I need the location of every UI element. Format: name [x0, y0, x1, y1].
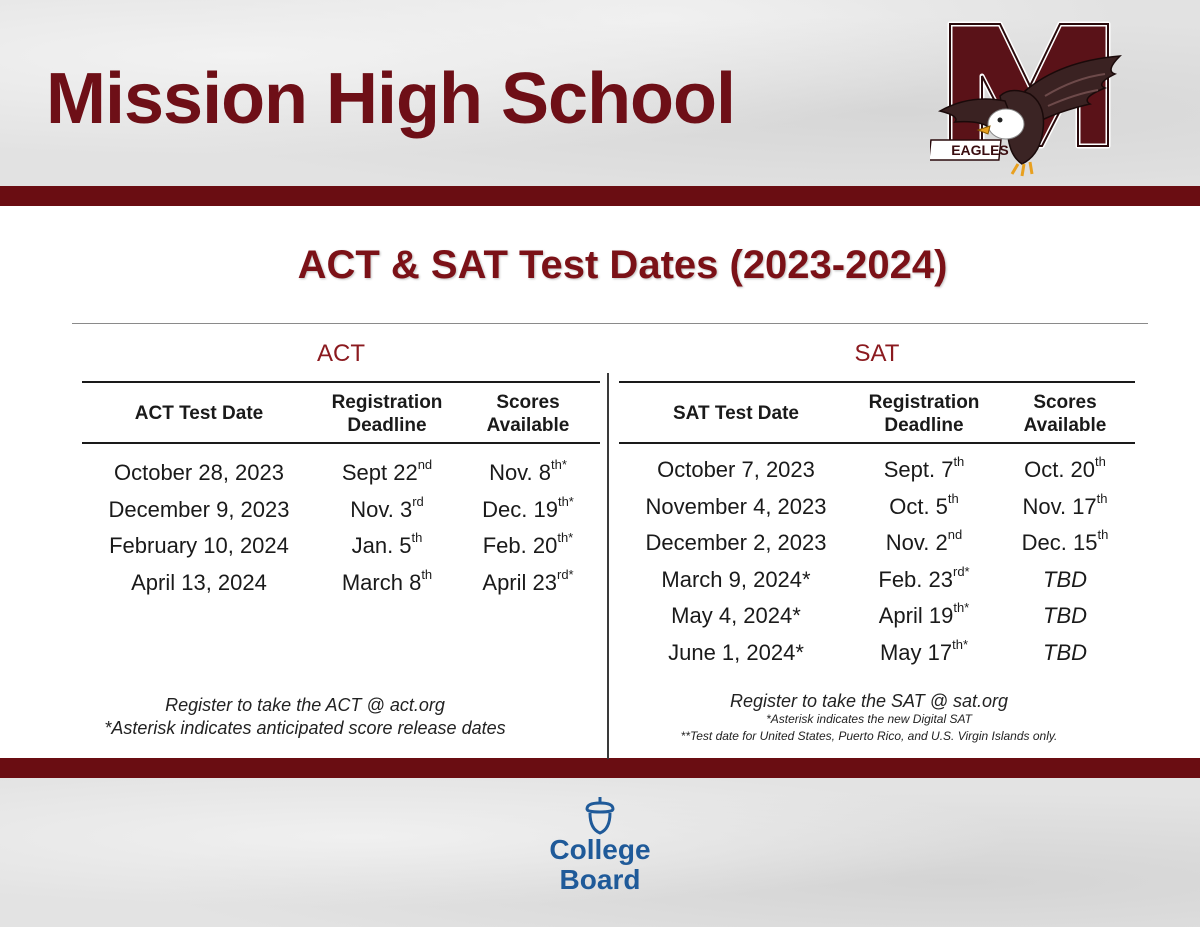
bottom-divider-bar — [0, 758, 1200, 778]
act-table-top-rule — [82, 381, 600, 383]
sat-col-scores: Scores Available — [1023, 392, 1107, 436]
sat-row-5-scores — [995, 640, 1135, 666]
sat-row-0-scores — [995, 454, 1135, 483]
act-row-0-scores — [458, 457, 598, 486]
sat-row-5-registration — [853, 636, 995, 666]
score-text: April 23 — [482, 569, 557, 595]
sat-row-2-registration — [853, 527, 995, 556]
act-asterisk-note: *Asterisk indicates anticipated score release dates — [104, 718, 506, 738]
score-text: TBD — [1043, 603, 1087, 628]
registration-suffix: th* — [952, 636, 969, 652]
registration-text: April 19 — [878, 603, 954, 628]
act-row-2-scores — [458, 530, 598, 559]
score-text: TBD — [1043, 639, 1087, 665]
sat-territory-note: **Test date for United States, Puerto Rico, and U.S. Virgin Islands only. — [680, 729, 1058, 743]
sat-row-0-registration — [853, 454, 995, 483]
score-suffix: th* — [557, 530, 574, 545]
registration-text: Oct. 5 — [889, 493, 948, 519]
registration-text: March 8 — [341, 569, 422, 595]
score-text: Oct. 20 — [1024, 457, 1096, 482]
act-row-1-registration — [316, 493, 458, 523]
score-suffix: th* — [557, 493, 574, 509]
registration-suffix: rd — [412, 493, 424, 509]
registration-text: May 17 — [879, 639, 953, 665]
score-suffix: th — [1097, 527, 1109, 542]
act-row-2-registration — [316, 530, 458, 559]
act-row-1-date: December 9, 2023 — [108, 496, 290, 522]
score-text: Nov. 17 — [1022, 493, 1097, 519]
act-row-3-scores — [458, 566, 598, 596]
sat-col-test-date: SAT Test Date — [673, 403, 799, 424]
college-board-line1: College — [549, 834, 651, 865]
act-col-registration: Registration Deadline — [331, 392, 443, 436]
eagles-logo — [930, 16, 1130, 181]
act-row-1-scores — [458, 493, 598, 523]
registration-suffix: nd — [947, 527, 963, 542]
registration-text: Nov. 2 — [885, 530, 948, 555]
score-text: Nov. 8 — [489, 460, 552, 485]
top-divider-bar — [0, 186, 1200, 206]
registration-suffix: th — [947, 490, 959, 506]
sat-table-top-rule — [619, 381, 1135, 383]
sat-label: SAT — [854, 340, 900, 367]
column-divider — [607, 373, 609, 759]
registration-text: Nov. 3 — [350, 496, 413, 522]
act-col-test-date: ACT Test Date — [134, 403, 264, 424]
sat-row-2-scores — [995, 527, 1135, 556]
sat-row-3-date: March 9, 2024* — [661, 566, 811, 592]
score-suffix: rd* — [556, 566, 574, 582]
sat-row-4-scores — [995, 603, 1135, 629]
act-row-0-registration — [316, 457, 458, 486]
college-board-logo — [540, 795, 660, 905]
sat-row-3-registration — [853, 563, 995, 593]
registration-suffix: th — [953, 454, 965, 469]
act-row-2-date: February 10, 2024 — [109, 533, 289, 558]
score-text: Dec. 15 — [1021, 530, 1098, 555]
sat-row-5-date: June 1, 2024* — [668, 639, 804, 665]
acorn-icon — [583, 795, 617, 835]
heading-rule — [72, 323, 1148, 324]
score-text: Dec. 19 — [482, 496, 558, 522]
sat-register-note: Register to take the SAT @ sat.org — [729, 691, 1009, 711]
act-row-3-date: April 13, 2024 — [131, 569, 267, 595]
registration-suffix: th* — [953, 600, 970, 615]
registration-suffix: nd — [417, 457, 433, 472]
registration-text: Jan. 5 — [351, 533, 412, 558]
registration-text: Feb. 23 — [878, 566, 953, 592]
act-label: ACT — [317, 340, 365, 367]
registration-suffix: th — [411, 530, 423, 545]
score-text: Feb. 20 — [482, 533, 558, 558]
score-text: TBD — [1043, 566, 1087, 592]
sat-asterisk-note: *Asterisk indicates the new Digital SAT — [766, 712, 972, 726]
sat-row-1-scores — [995, 490, 1135, 520]
sat-row-1-date: November 4, 2023 — [645, 493, 827, 519]
registration-text: Sept 22 — [341, 460, 418, 485]
registration-suffix: rd* — [952, 563, 970, 579]
act-table-header-rule — [82, 442, 600, 444]
sat-col-registration: Registration Deadline — [868, 392, 980, 436]
score-suffix: th — [1095, 454, 1106, 469]
registration-text: Sept. 7 — [883, 457, 954, 482]
page-title: Mission High School — [46, 59, 736, 139]
sat-table-header-rule — [619, 442, 1135, 444]
score-suffix: th — [1096, 490, 1108, 506]
section-heading: ACT & SAT Test Dates (2023-2024) — [297, 243, 948, 287]
score-suffix: th* — [551, 457, 567, 472]
sat-row-4-date: May 4, 2024* — [671, 603, 801, 628]
sat-row-2-date: December 2, 2023 — [645, 530, 827, 555]
sat-row-1-registration — [853, 490, 995, 520]
act-col-scores: Scores Available — [486, 392, 570, 436]
college-board-line2: Board — [559, 864, 641, 895]
registration-suffix: th — [421, 566, 433, 582]
act-row-3-registration — [316, 566, 458, 596]
sat-row-3-scores — [995, 567, 1135, 593]
sat-row-0-date: October 7, 2023 — [657, 457, 815, 482]
sat-row-4-registration — [853, 600, 995, 629]
logo-text: EAGLES — [951, 142, 1009, 158]
act-register-note: Register to take the ACT @ act.org — [165, 695, 445, 715]
act-row-0-date: October 28, 2023 — [113, 460, 284, 485]
